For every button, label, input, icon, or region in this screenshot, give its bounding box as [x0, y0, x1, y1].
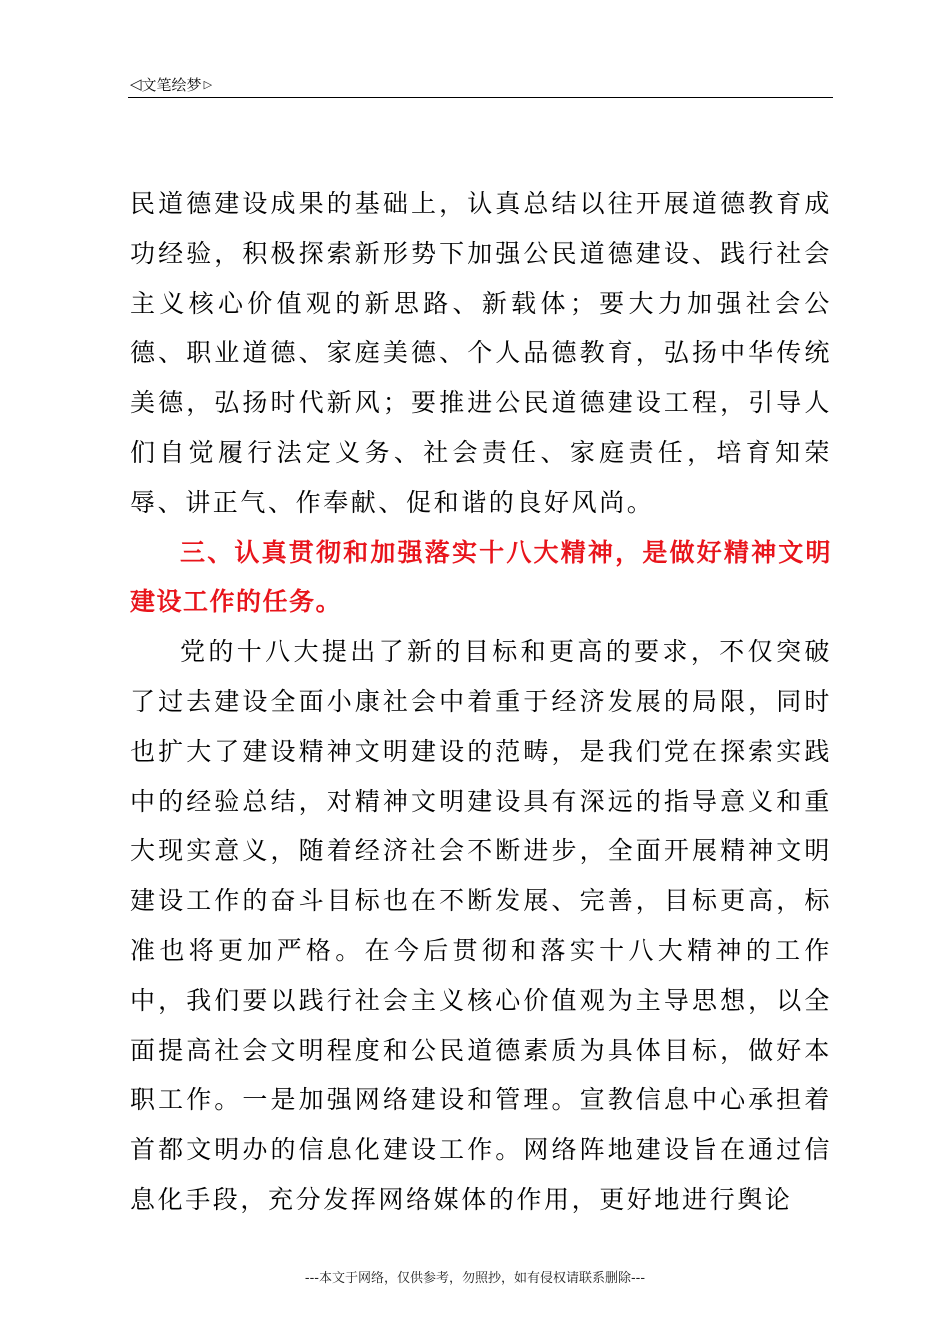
section-heading: 三、认真贯彻和加强落实十八大精神，是做好精神文明建设工作的任务。 — [130, 537, 832, 617]
document-body — [130, 179, 832, 1225]
header-title: 文笔绘梦 — [141, 76, 202, 94]
paragraph-continued: 民道德建设成果的基础上，认真总结以往开展道德教育成功经验，积极探索新形势下加强公民道德建设、践行社会主义核心价值观的新思路、新载体；要大力加强社会公德、职业道德、家庭美德、个人品德教育，弘扬中华传统美德，弘扬时代新风；要推进公民道德建设工程，引导人们自觉履行法定义务、社会责任、家庭责任，培育知荣辱、讲正气、作奉献、促和谐的良好风尚。 — [130, 189, 832, 517]
page-header — [130, 74, 212, 95]
paragraph-body: 党的十八大提出了新的目标和更高的要求，不仅突破了过去建设全面小康社会中着重于经济发展的局限，同时也扩大了建设精神文明建设的范畴，是我们党在探索实践中的经验总结，对精神文明建设具有深远的指导意义和重大现实意义，随着经济社会不断进步，全面开展精神文明建设工作的奋斗目标也在不断发展、完善，目标更高，标准也将更加严格。在今后贯彻和落实十八大精神的工作中，我们要以践行社会主义核心价值观为主导思想，以全面提高社会文明程度和公民道德素质为具体目标，做好本职工作。一是加强网络建设和管理。宣教信息中心承担着首都文明办的信息化建设工作。网络阵地建设旨在通过信息化手段，充分发挥网络媒体的作用，更好地进行舆论 — [130, 637, 832, 1214]
header-divider — [128, 97, 833, 98]
left-triangle-icon: ◁ — [130, 75, 142, 93]
page-footer: ---本文于网络，仅供参考，勿照抄，如有侵权请联系删除--- — [304, 1271, 646, 1286]
right-triangle-icon: ▷ — [203, 78, 213, 91]
